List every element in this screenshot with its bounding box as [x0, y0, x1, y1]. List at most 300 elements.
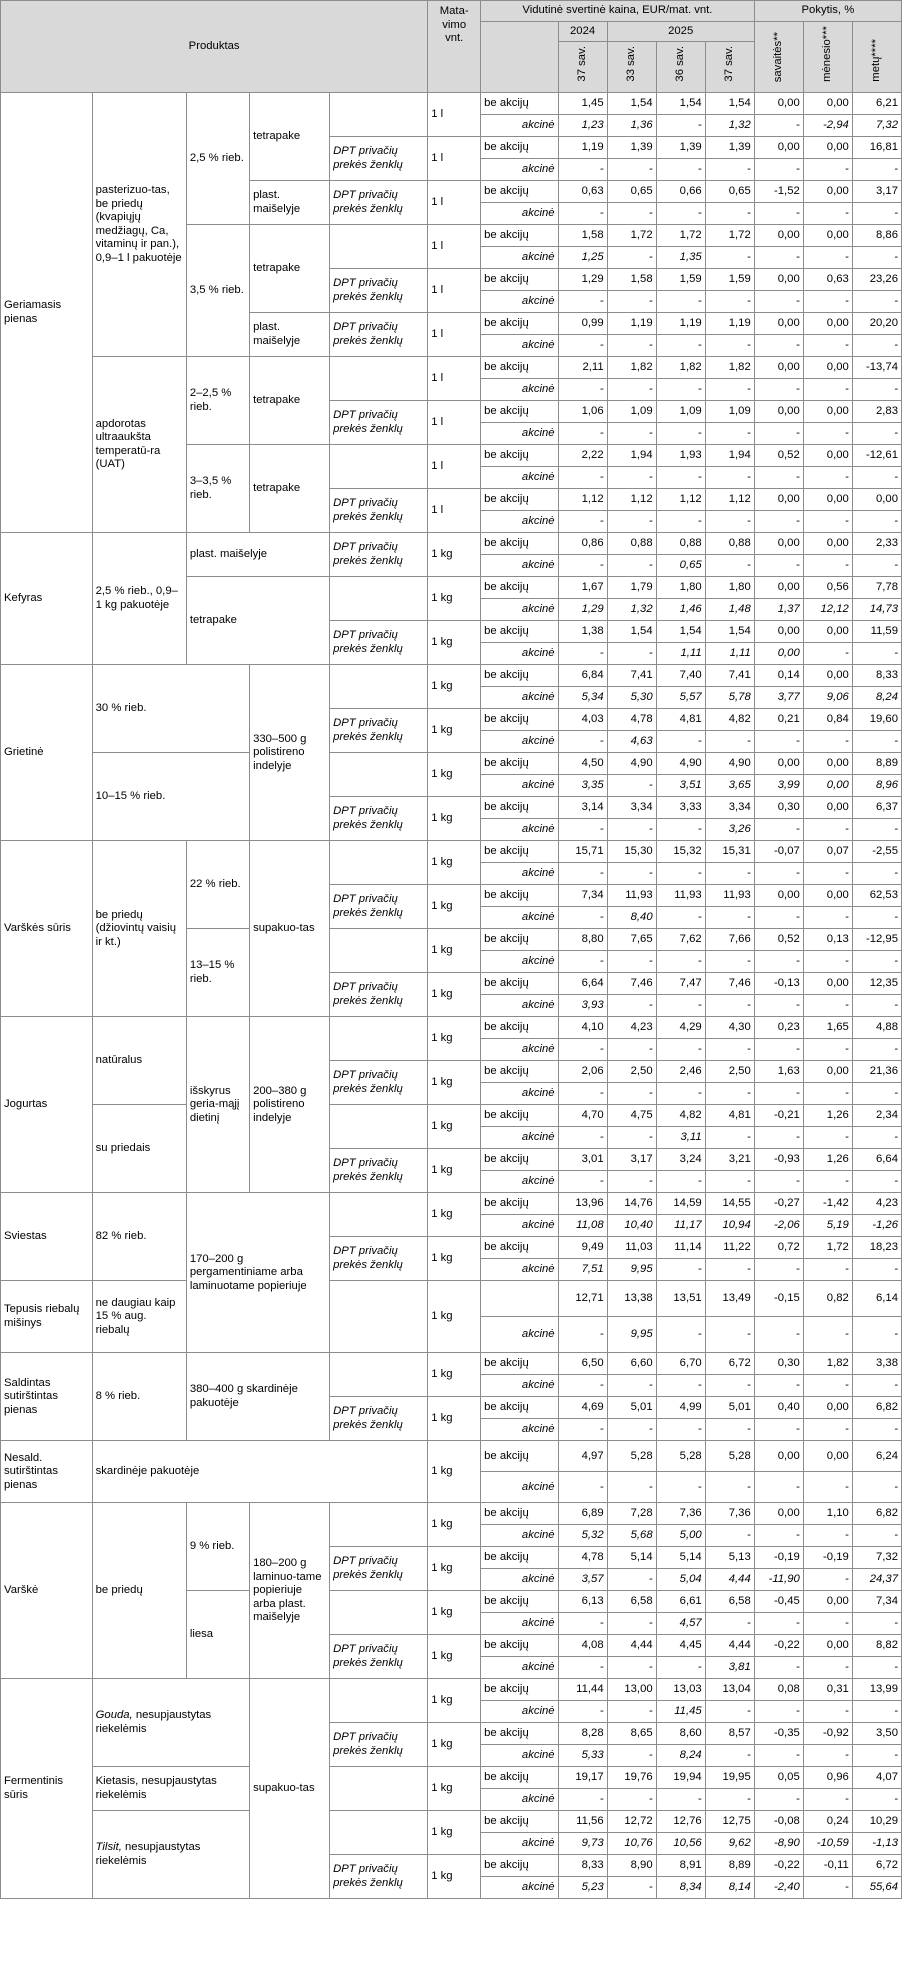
price-value: - — [754, 335, 803, 357]
price-value: 1,63 — [754, 1061, 803, 1083]
price-value: 15,30 — [607, 841, 656, 863]
price-value: - — [705, 467, 754, 489]
price-value: - — [558, 643, 607, 665]
price-value: - — [607, 819, 656, 841]
price-value: - — [754, 1745, 803, 1767]
pack-tin-380-400: 380–400 g skardinėje pakuotėje — [186, 1353, 329, 1441]
price-value: - — [803, 159, 852, 181]
price-value: 1,23 — [558, 115, 607, 137]
private-label: DPT privačių prekės ženklų — [330, 181, 428, 225]
unit-1kg: 1 kg — [428, 533, 481, 577]
private-label: DPT privačių prekės ženklų — [330, 1397, 428, 1441]
unit-1kg: 1 kg — [428, 1193, 481, 1237]
price-value: 7,62 — [656, 929, 705, 951]
price-value: - — [607, 555, 656, 577]
price-value: 7,47 — [656, 973, 705, 995]
group-rennet-cheese: Fermentinis sūris — [1, 1679, 93, 1899]
price-value: - — [607, 1789, 656, 1811]
price-value: - — [607, 1569, 656, 1591]
price-value: 1,59 — [656, 269, 705, 291]
price-type: akcinė — [481, 1701, 558, 1723]
price-value: 4,82 — [656, 1105, 705, 1127]
price-value: 2,46 — [656, 1061, 705, 1083]
price-value: 15,32 — [656, 841, 705, 863]
price-value: 6,37 — [852, 797, 901, 819]
unit-1kg: 1 kg — [428, 1591, 481, 1635]
price-value: 0,07 — [803, 841, 852, 863]
price-value: - — [852, 1083, 901, 1105]
unit-1kg: 1 kg — [428, 797, 481, 841]
price-value: 3,26 — [705, 819, 754, 841]
price-value: 0,00 — [803, 665, 852, 687]
price-value: 1,06 — [558, 401, 607, 423]
price-value: - — [754, 1472, 803, 1503]
unit-1kg: 1 kg — [428, 1679, 481, 1723]
price-value: 9,95 — [607, 1317, 656, 1353]
price-value: 0,56 — [803, 577, 852, 599]
price-value: 5,13 — [705, 1547, 754, 1569]
price-type: akcinė — [481, 775, 558, 797]
price-value: - — [656, 1657, 705, 1679]
price-value: 1,58 — [607, 269, 656, 291]
price-value: - — [607, 995, 656, 1017]
price-value: - — [754, 1419, 803, 1441]
brand-cell — [330, 1281, 428, 1353]
price-value: - — [656, 1375, 705, 1397]
pack-packaged: supakuo-tas — [250, 1679, 330, 1899]
price-value: 12,76 — [656, 1811, 705, 1833]
price-type: be akcijų — [481, 1237, 558, 1259]
price-value: 3,01 — [558, 1149, 607, 1171]
price-value: - — [803, 1083, 852, 1105]
price-type: akcinė — [481, 1657, 558, 1679]
price-value: 1,46 — [656, 599, 705, 621]
price-value: 13,99 — [852, 1679, 901, 1701]
price-value: -1,42 — [803, 1193, 852, 1215]
price-type: be akcijų — [481, 929, 558, 951]
price-value: - — [803, 423, 852, 445]
price-value: 0,72 — [754, 1237, 803, 1259]
price-value: - — [803, 291, 852, 313]
price-value: - — [705, 335, 754, 357]
price-value: 8,33 — [558, 1855, 607, 1877]
price-value: 6,14 — [852, 1281, 901, 1317]
unit-1kg: 1 kg — [428, 1503, 481, 1547]
price-value: 3,14 — [558, 797, 607, 819]
price-value: 4,97 — [558, 1441, 607, 1472]
cheese-gouda: Gouda, nesupjaustytas riekelėmis — [92, 1679, 249, 1767]
fat-2-2-5: 2–2,5 % rieb. — [186, 357, 249, 445]
unit-1kg: 1 kg — [428, 1723, 481, 1767]
unit-1kg: 1 kg — [428, 1635, 481, 1679]
price-value: - — [705, 203, 754, 225]
price-value: - — [852, 467, 901, 489]
price-value: - — [803, 731, 852, 753]
price-value: - — [656, 379, 705, 401]
price-type: be akcijų — [481, 841, 558, 863]
fat-3-3-5: 3–3,5 % rieb. — [186, 445, 249, 533]
private-label: DPT privačių prekės ženklų — [330, 1635, 428, 1679]
price-value: 1,11 — [656, 643, 705, 665]
price-value: 11,22 — [705, 1237, 754, 1259]
price-value: - — [852, 643, 901, 665]
brand-cell — [330, 1679, 428, 1723]
price-value: - — [852, 247, 901, 269]
price-value: 8,40 — [607, 907, 656, 929]
price-value: 21,36 — [852, 1061, 901, 1083]
price-value: - — [852, 423, 901, 445]
price-value: - — [558, 511, 607, 533]
price-value: 4,90 — [705, 753, 754, 775]
yogurt-natural: natūralus — [92, 1017, 186, 1105]
price-value: 6,60 — [607, 1353, 656, 1375]
unit-1kg: 1 kg — [428, 1855, 481, 1899]
brand-cell — [330, 1105, 428, 1149]
price-value: 12,75 — [705, 1811, 754, 1833]
price-value: 13,51 — [656, 1281, 705, 1317]
price-value: 5,01 — [607, 1397, 656, 1419]
price-value: 0,00 — [754, 313, 803, 335]
price-value: - — [852, 1317, 901, 1353]
price-value: 13,03 — [656, 1679, 705, 1701]
fat-82: 82 % rieb. — [92, 1193, 186, 1281]
pack-tin: skardinėje pakuotėje — [92, 1441, 428, 1503]
price-value: 1,12 — [607, 489, 656, 511]
price-value: -11,90 — [754, 1569, 803, 1591]
price-value: 11,08 — [558, 1215, 607, 1237]
price-value: 0,86 — [558, 533, 607, 555]
price-value: 1,39 — [705, 137, 754, 159]
price-value: - — [852, 907, 901, 929]
price-value: 3,33 — [656, 797, 705, 819]
price-value: 12,72 — [607, 1811, 656, 1833]
price-value: - — [656, 863, 705, 885]
price-value: 15,31 — [705, 841, 754, 863]
brand-cell — [330, 93, 428, 137]
brand-cell — [330, 577, 428, 621]
price-value: 1,54 — [656, 621, 705, 643]
price-value: 0,00 — [754, 401, 803, 423]
pack-packaged: supakuo-tas — [250, 841, 330, 1017]
unit-1kg: 1 kg — [428, 973, 481, 1017]
price-value: - — [558, 1419, 607, 1441]
price-value: 1,79 — [607, 577, 656, 599]
price-value: 0,52 — [754, 445, 803, 467]
price-value: - — [754, 1789, 803, 1811]
price-value: 4,82 — [705, 709, 754, 731]
unit-1kg: 1 kg — [428, 1397, 481, 1441]
price-value: 0,00 — [803, 1441, 852, 1472]
price-value: 13,38 — [607, 1281, 656, 1317]
price-value: 2,22 — [558, 445, 607, 467]
price-value: 19,76 — [607, 1767, 656, 1789]
price-value: - — [705, 731, 754, 753]
price-value: 0,65 — [656, 555, 705, 577]
price-value: - — [558, 819, 607, 841]
price-value: -10,59 — [803, 1833, 852, 1855]
price-value: 0,00 — [754, 137, 803, 159]
price-value: 1,09 — [705, 401, 754, 423]
price-type: be akcijų — [481, 1767, 558, 1789]
unit-1l: 1 l — [428, 357, 481, 401]
kefir-desc: 2,5 % rieb., 0,9–1 kg pakuotėje — [92, 533, 186, 665]
price-value: - — [852, 203, 901, 225]
price-value: 0,00 — [754, 357, 803, 379]
price-value: - — [852, 1259, 901, 1281]
brand-cell — [330, 445, 428, 489]
price-value: -0,15 — [754, 1281, 803, 1317]
price-value: 4,23 — [852, 1193, 901, 1215]
group-yogurt: Jogurtas — [1, 1017, 93, 1193]
price-value: - — [558, 1701, 607, 1723]
price-value: - — [803, 643, 852, 665]
price-value: 0,00 — [754, 621, 803, 643]
price-value: - — [558, 1789, 607, 1811]
price-value: - — [754, 1375, 803, 1397]
price-value: 3,50 — [852, 1723, 901, 1745]
price-type: be akcijų — [481, 577, 558, 599]
brand-cell — [330, 665, 428, 709]
price-value: - — [852, 819, 901, 841]
price-value: 9,95 — [607, 1259, 656, 1281]
price-value: 7,34 — [558, 885, 607, 907]
unit-1kg: 1 kg — [428, 577, 481, 621]
price-value: - — [656, 951, 705, 973]
price-value: - — [607, 247, 656, 269]
unit-1l: 1 l — [428, 313, 481, 357]
price-value: 1,09 — [607, 401, 656, 423]
header-2025-week-37: 37 sav. — [705, 42, 754, 93]
price-value: - — [705, 1419, 754, 1441]
price-value: - — [558, 951, 607, 973]
price-value: - — [754, 247, 803, 269]
price-value: - — [558, 379, 607, 401]
price-value: - — [656, 1419, 705, 1441]
price-type: akcinė — [481, 511, 558, 533]
private-label: DPT privačių prekės ženklų — [330, 1855, 428, 1899]
price-value: - — [803, 951, 852, 973]
price-value: - — [803, 1317, 852, 1353]
price-value: 6,58 — [705, 1591, 754, 1613]
price-value: 0,65 — [705, 181, 754, 203]
price-value: -2,06 — [754, 1215, 803, 1237]
price-type: akcinė — [481, 1127, 558, 1149]
price-value: - — [803, 379, 852, 401]
price-value: 6,64 — [558, 973, 607, 995]
price-value: 5,14 — [656, 1547, 705, 1569]
price-value: 6,61 — [656, 1591, 705, 1613]
price-type: akcinė — [481, 1171, 558, 1193]
price-value: 1,19 — [607, 313, 656, 335]
pack-parchment: 170–200 g pergamentiniame arba laminuotame popieriuje — [186, 1193, 329, 1353]
price-value: - — [656, 511, 705, 533]
price-value: 23,26 — [852, 269, 901, 291]
price-value: 0,00 — [803, 445, 852, 467]
price-value: 0,88 — [607, 533, 656, 555]
price-value: 10,40 — [607, 1215, 656, 1237]
price-value: 8,60 — [656, 1723, 705, 1745]
price-type: be akcijų — [481, 1061, 558, 1083]
header-year-2025: 2025 — [607, 22, 754, 42]
price-value: 0,00 — [852, 489, 901, 511]
unit-1kg: 1 kg — [428, 621, 481, 665]
price-value: 3,34 — [705, 797, 754, 819]
price-value: - — [656, 819, 705, 841]
unit-1kg: 1 kg — [428, 1547, 481, 1591]
price-value: - — [852, 1171, 901, 1193]
price-value: 0,00 — [803, 1591, 852, 1613]
price-value: 0,00 — [803, 181, 852, 203]
price-value: -1,13 — [852, 1833, 901, 1855]
price-value: 0,00 — [803, 225, 852, 247]
price-type: be akcijų — [481, 1723, 558, 1745]
price-value: 0,40 — [754, 1397, 803, 1419]
price-value: - — [607, 1745, 656, 1767]
price-value: 4,70 — [558, 1105, 607, 1127]
price-value: 4,90 — [607, 753, 656, 775]
header-change: Pokytis, % — [754, 1, 901, 22]
price-type: be akcijų — [481, 1353, 558, 1375]
brand-cell — [330, 1017, 428, 1061]
price-value: 5,28 — [705, 1441, 754, 1472]
price-value: 14,76 — [607, 1193, 656, 1215]
price-type: be akcijų — [481, 401, 558, 423]
unit-1kg: 1 kg — [428, 1281, 481, 1353]
price-value: 7,46 — [705, 973, 754, 995]
price-type: be akcijų — [481, 137, 558, 159]
price-type: akcinė — [481, 379, 558, 401]
price-value: 11,59 — [852, 621, 901, 643]
price-value: 0,30 — [754, 797, 803, 819]
price-value: 1,93 — [656, 445, 705, 467]
price-value: -2,40 — [754, 1877, 803, 1899]
price-value: 0,00 — [754, 533, 803, 555]
price-value: 8,24 — [852, 687, 901, 709]
price-value: 6,24 — [852, 1441, 901, 1472]
unit-1l: 1 l — [428, 445, 481, 489]
drinking-milk-uht: apdorotas ultraaukšta temperatū-ra (UAT) — [92, 357, 186, 533]
price-value: 0,08 — [754, 1679, 803, 1701]
price-value: - — [754, 511, 803, 533]
price-value: -0,27 — [754, 1193, 803, 1215]
price-value: 1,19 — [656, 313, 705, 335]
price-value: 3,93 — [558, 995, 607, 1017]
header-2024-week-37: 37 sav. — [558, 42, 607, 93]
cheese-tilsit: Tilsit, nesupjaustytas riekelėmis — [92, 1811, 249, 1899]
price-value: 1,82 — [656, 357, 705, 379]
price-value: 0,30 — [754, 1353, 803, 1375]
price-value: 0,00 — [803, 401, 852, 423]
price-value: 8,34 — [656, 1877, 705, 1899]
fat-9: 9 % rieb. — [186, 1503, 249, 1591]
price-value: 0,00 — [803, 313, 852, 335]
price-value: - — [803, 1039, 852, 1061]
price-value: 19,60 — [852, 709, 901, 731]
price-value: 0,84 — [803, 709, 852, 731]
price-value: - — [754, 115, 803, 137]
price-value: - — [656, 291, 705, 313]
price-value: - — [705, 1083, 754, 1105]
price-value: - — [803, 511, 852, 533]
price-value: 1,82 — [607, 357, 656, 379]
price-value: 1,58 — [558, 225, 607, 247]
price-value: -12,61 — [852, 445, 901, 467]
yogurt-with-additives: su priedais — [92, 1105, 186, 1193]
unit-1kg: 1 kg — [428, 1017, 481, 1061]
price-value: 2,50 — [607, 1061, 656, 1083]
price-value: 7,32 — [852, 115, 901, 137]
private-label: DPT privačių prekės ženklų — [330, 885, 428, 929]
price-type: be akcijų — [481, 1441, 558, 1472]
price-value: 8,65 — [607, 1723, 656, 1745]
price-value: 1,11 — [705, 643, 754, 665]
price-type: be akcijų — [481, 1679, 558, 1701]
price-value: 14,73 — [852, 599, 901, 621]
price-value: - — [607, 1127, 656, 1149]
fat-30: 30 % rieb. — [92, 665, 249, 753]
price-value: 0,82 — [803, 1281, 852, 1317]
price-value: - — [705, 1525, 754, 1547]
price-value: 1,38 — [558, 621, 607, 643]
price-value: - — [754, 1613, 803, 1635]
price-value: - — [852, 1127, 901, 1149]
price-value: - — [656, 1317, 705, 1353]
price-value: 0,88 — [705, 533, 754, 555]
price-type: akcinė — [481, 1083, 558, 1105]
price-type: be akcijų — [481, 269, 558, 291]
price-type: be akcijų — [481, 797, 558, 819]
price-value: 1,29 — [558, 599, 607, 621]
group-curd: Varškė — [1, 1503, 93, 1679]
price-value: -0,21 — [754, 1105, 803, 1127]
brand-cell — [330, 753, 428, 797]
price-value: - — [803, 1259, 852, 1281]
price-value: 0,05 — [754, 1767, 803, 1789]
price-value: 1,12 — [705, 489, 754, 511]
unit-1kg: 1 kg — [428, 841, 481, 885]
price-type: akcinė — [481, 1745, 558, 1767]
price-type: be akcijų — [481, 357, 558, 379]
price-value: 1,65 — [803, 1017, 852, 1039]
fat-2-5: 2,5 % rieb. — [186, 93, 249, 225]
price-value: - — [803, 1569, 852, 1591]
price-value: - — [803, 1701, 852, 1723]
price-value: 15,71 — [558, 841, 607, 863]
fat-10-15: 10–15 % rieb. — [92, 753, 249, 841]
price-value: 2,50 — [705, 1061, 754, 1083]
private-label: DPT privačių prekės ženklų — [330, 1723, 428, 1767]
price-value: 0,00 — [803, 885, 852, 907]
price-type: akcinė — [481, 1525, 558, 1547]
group-sweetened-condensed-milk: Saldintas sutirštintas pienas — [1, 1353, 93, 1441]
price-value: - — [705, 1375, 754, 1397]
pack-plastic-bag: plast. maišelyje — [186, 533, 329, 577]
price-value: 0,00 — [803, 797, 852, 819]
price-type: akcinė — [481, 731, 558, 753]
price-type: akcinė — [481, 819, 558, 841]
price-value: 3,17 — [852, 181, 901, 203]
header-2025-week-33: 33 sav. — [607, 42, 656, 93]
price-value: - — [852, 863, 901, 885]
cheese-hard: Kietasis, nesupjaustytas riekelėmis — [92, 1767, 249, 1811]
price-value: - — [656, 731, 705, 753]
price-value: 0,13 — [803, 929, 852, 951]
price-value: 4,90 — [656, 753, 705, 775]
private-label: DPT privačių prekės ženklų — [330, 313, 428, 357]
price-value: - — [852, 1525, 901, 1547]
yogurt-except-drinking: išskyrus geria-mąjį dietinį — [186, 1017, 249, 1193]
brand-cell — [330, 841, 428, 885]
